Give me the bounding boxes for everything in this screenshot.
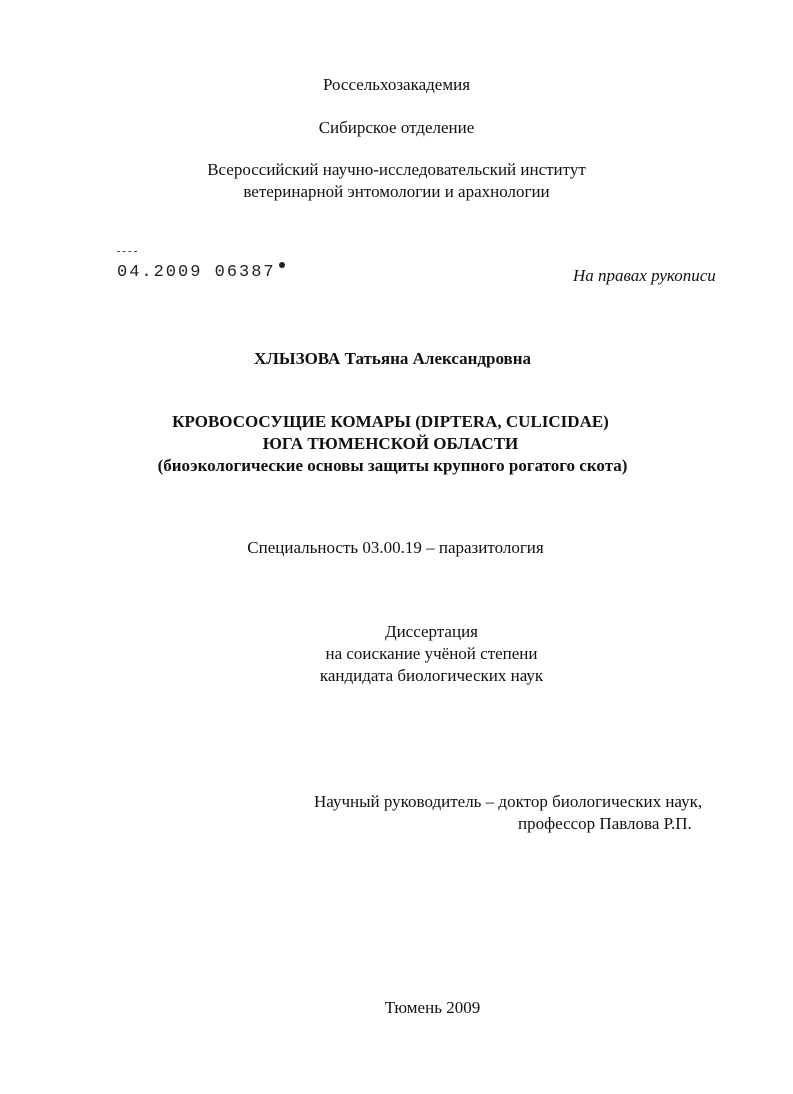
author-name: ХЛЫЗОВА Татьяна Александровна [253,349,532,368]
degree-line2: на соискание учёной степени [325,644,538,663]
institute-name-line1: Всероссийский научно-исследовательский институт [207,160,586,179]
manuscript-note: На правах рукописи [573,266,716,285]
thesis-subtitle: (биоэкологические основы защиты крупного рогатого скота) [157,456,628,475]
supervisor-line2: профессор Павлова Р.П. [518,814,692,833]
thesis-title-line2: ЮГА ТЮМЕНСКОЙ ОБЛАСТИ [262,434,519,453]
department-name: Сибирское отделение [318,118,475,137]
stamp-tick-mark [117,251,137,252]
stamp-dot-icon [279,262,285,268]
academy-name: Россельхозакадемия [322,75,471,94]
institute-name-line2: ветеринарной энтомологии и арахнологии [243,182,550,201]
registration-number: 04.2009 06387 [117,263,276,282]
registration-stamp [117,262,285,282]
specialty: Специальность 03.00.19 – паразитология [247,538,544,557]
thesis-title-line1: КРОВОСОСУЩИЕ КОМАРЫ (DIPTERA, CULICIDAE) [172,412,609,431]
degree-line1: Диссертация [384,622,478,641]
city-year: Тюмень 2009 [384,998,481,1017]
supervisor-line1: Научный руководитель – доктор биологических наук, [314,792,703,811]
degree-line3: кандидата биологических наук [319,666,544,685]
